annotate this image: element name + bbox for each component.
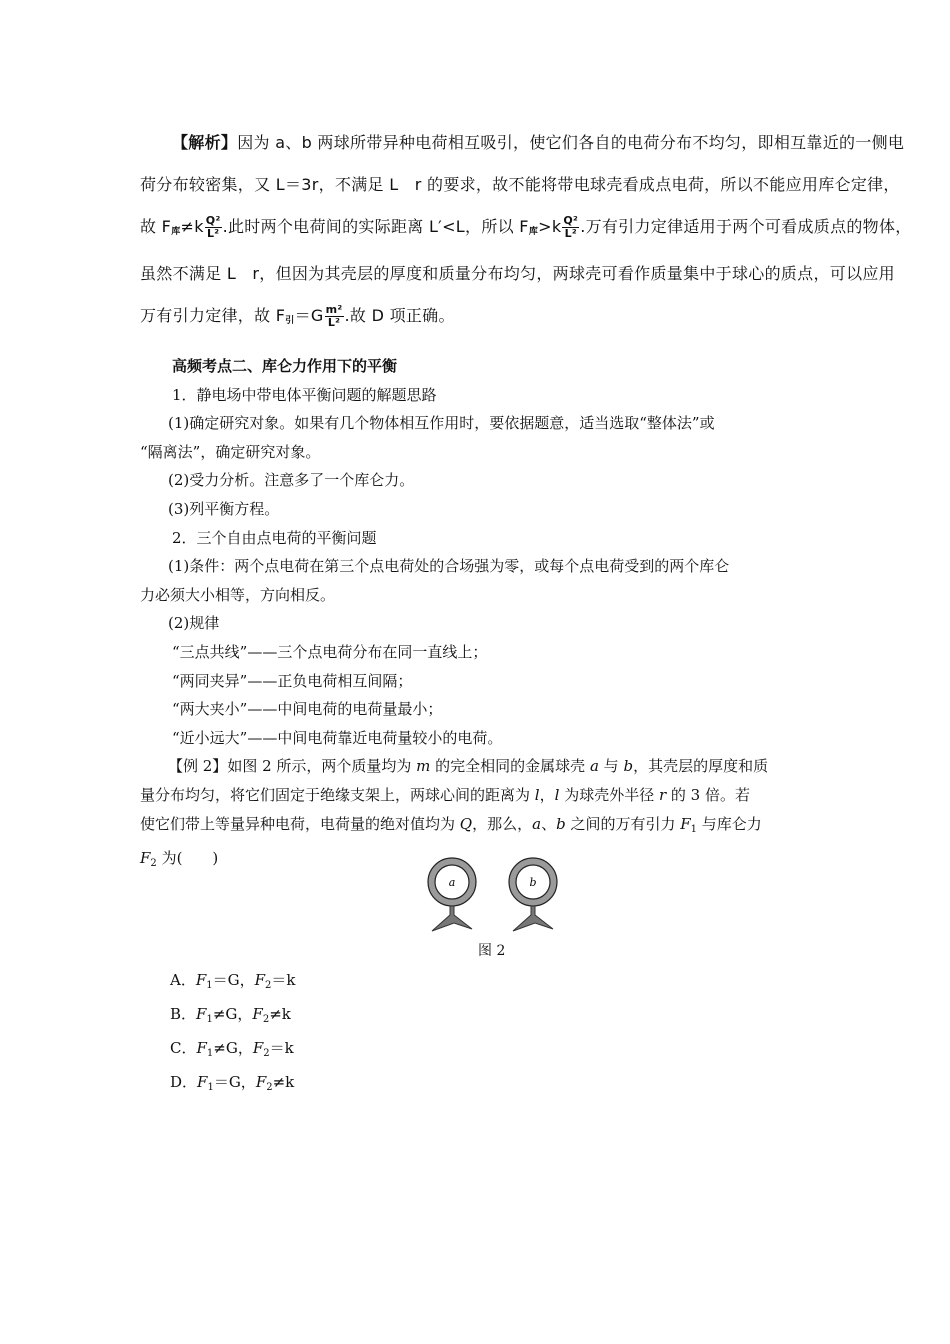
paragraph: “隔离法”，确定研究对象。	[140, 442, 321, 461]
fraction: $\frac{\text{Q²}}{\text{L²}}$	[205, 214, 221, 240]
example-line-4: $F_2$ 为( )	[140, 849, 219, 870]
analysis-line-5: 万有引力定律，故 $F_引=G$ $\frac{\text{m²}}{\text{L²}}$ .故 D 项正确。	[140, 303, 455, 329]
sphere-a	[428, 858, 476, 931]
paragraph: (3)列平衡方程。	[168, 499, 280, 518]
analysis-line-3: 故 $F_库\ne k$ $\frac{\text{Q²}}{\text{L²}}$ .此时两个电荷间的实际距离 L′<L，所以 $F_库>k$ $\frac{\text{Q²}}{\text{L²}}$ .万有引力定律适用于两个可看成质点的物体，	[140, 214, 912, 240]
fraction: $\frac{\text{Q²}}{\text{L²}}$	[563, 214, 579, 240]
option-b[interactable]: B．$F_1\ne G$，$F_2\ne k$	[170, 1005, 291, 1025]
analysis-block	[140, 122, 915, 342]
section-heading: 高频考点二、库仑力作用下的平衡	[172, 357, 398, 375]
stand-icon	[432, 906, 472, 931]
paragraph: (1)确定研究对象。如果有几个物体相互作用时，要依据题意，适当选取“整体法”或	[168, 414, 715, 433]
rule-line: “两大夹小”——中间电荷的电荷量最小；	[172, 700, 443, 719]
fraction: $\frac{\text{m²}}{\text{L²}}$	[325, 303, 343, 329]
stand-icon	[513, 906, 553, 931]
paragraph: (2)规律	[168, 614, 220, 633]
sphere-a-label: a	[448, 876, 456, 889]
example-line-1: 【例 2】如图 2 所示，两个质量均为 m 的完全相同的金属球壳 a 与 b，其壳层的厚度和质	[168, 757, 769, 776]
option-a[interactable]: A．$F_1=G$，$F_2=k$	[170, 971, 296, 991]
analysis-line-4: 虽然不满足 L r，但因为其壳层的厚度和质量分布均匀，两球壳可看作质量集中于球心的质点，可以应用	[140, 264, 895, 283]
options-list	[170, 966, 296, 1102]
sphere-b-label: b	[529, 876, 537, 889]
paragraph: (2)受力分析。注意多了一个库仑力。	[168, 471, 415, 490]
sphere-b	[509, 858, 557, 931]
paragraph: 2．三个自由点电荷的平衡问题	[172, 528, 377, 547]
analysis-line-1: 【解析】因为 a、b 两球所带异种电荷相互吸引，使它们各自的电荷分布不均匀，即相互靠近的一侧电	[172, 133, 905, 152]
example-line-2: 量分布均匀，将它们固定于绝缘支架上，两球心间的距离为 l，l 为球壳外半径 r 的 3 倍。若	[140, 785, 750, 804]
rule-line: “两同夹异”——正负电荷相互间隔；	[172, 671, 413, 690]
sphere-figure	[420, 855, 570, 935]
option-d[interactable]: D．$F_1=G$，$F_2\ne k$	[170, 1073, 295, 1093]
figure-caption: 图 2	[478, 943, 506, 959]
option-c[interactable]: C．$F_1\ne G$，$F_2=k$	[170, 1039, 294, 1059]
analysis-label: 【解析】	[172, 133, 238, 152]
paragraph: (1)条件：两个点电荷在第三个点电荷处的合场强为零，或每个点电荷受到的两个库仑	[168, 557, 730, 576]
paragraph: 1．静电场中带电体平衡问题的解题思路	[172, 385, 437, 404]
section-block	[140, 352, 820, 879]
analysis-line-2: 荷分布较密集，又 L＝3r，不满足 L r 的要求，故不能将带电球壳看成点电荷，所以不能应用库仑定律，	[140, 175, 900, 194]
example-line-3: 使它们带上等量异种电荷，电荷量的绝对值均为 Q，那么，a、b 之间的万有引力 $F_1$ 与库仑力	[140, 814, 762, 835]
paragraph: 力必须大小相等，方向相反。	[140, 585, 336, 604]
rule-line: “三点共线”——三个点电荷分布在同一直线上；	[172, 642, 488, 661]
rule-line: “近小远大”——中间电荷靠近电荷量较小的电荷。	[172, 728, 503, 747]
